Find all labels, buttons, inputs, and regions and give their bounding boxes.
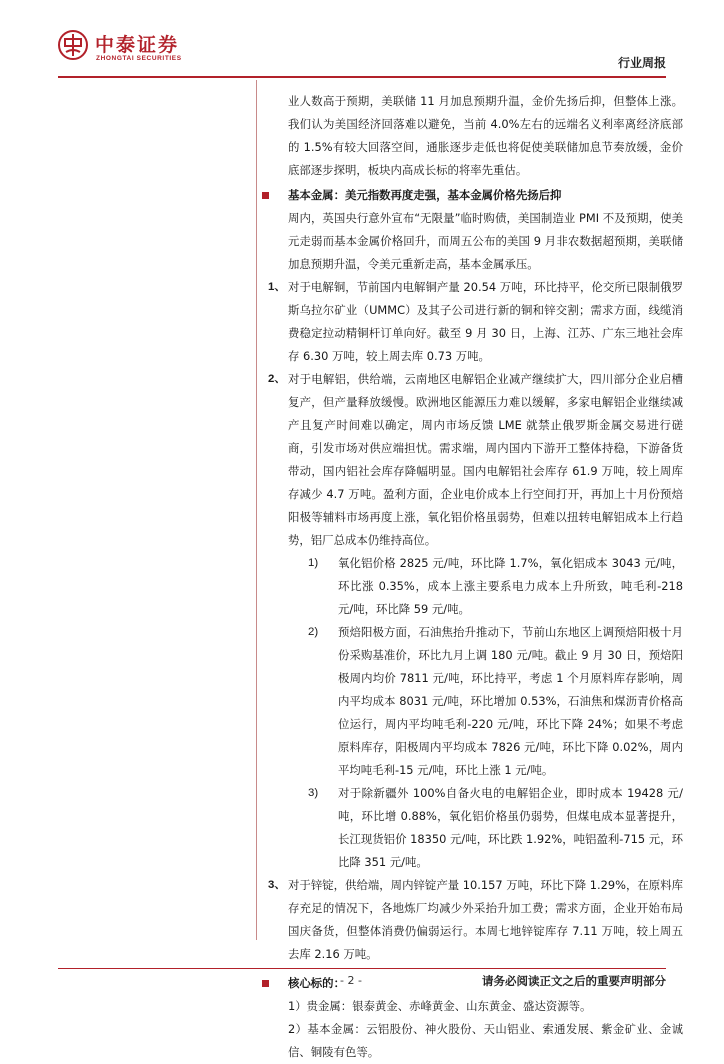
list-item-text: 对于电解铝，供给端，云南地区电解铝企业减产继续扩大，四川部分企业启槽复产，但产量释放缓慢。欧洲地区能源压力难以缓解，多家电解铝企业继续减产且复产时间难以确定，周内市场反馈 LME 就禁止俄罗斯金属交易进行磋商，引发市场对供应端担忧。需求端，周内国内下游开工整体持稳，下游备货带动，国内铝社会库存降幅明显。国内电解铝社会库存 61.9 万吨，较上周库存减少 4.7 万吨。盈利方面，企业电价成本上行空间打开，再加上十月份预焙阳极等辅料市场再度上涨，氧化铝价格虽弱势，但难以扭转电解铝成本上行趋势，铝厂总成本仍维持高位。 bbox=[288, 372, 683, 547]
core-target-item: 1）贵金属：银泰黄金、赤峰黄金、山东黄金、盛达资源等。 bbox=[288, 999, 592, 1013]
left-column-divider bbox=[256, 80, 257, 940]
list-item-text: 对于电解铜，节前国内电解铜产量 20.54 万吨，环比持平，伦交所已限制俄罗斯乌拉尔矿业（UMMC）及其子公司进行新的铜和锌交割；需求方面，线缆消费稳定拉动精铜杆订单向好。截至 9 月 30 日，上海、江苏、广东三地社会库存 6.30 万吨，较上周去库 0.73 万吨。 bbox=[288, 280, 683, 363]
header-divider bbox=[58, 76, 666, 78]
list-item-text: 对于锌锭，供给端，周内锌锭产量 10.157 万吨，环比下降 1.29%，在原料库存充足的情况下，各地炼厂均减少外采抬升加工费；需求方面，企业开始布局国庆备货，但整体消费仍偏弱运行。本周七地锌锭库存 7.11 万吨，较上周五去库 2.16 万吨。 bbox=[288, 878, 683, 961]
disclaimer-notice: 请务必阅读正文之后的重要声明部分 bbox=[482, 974, 666, 988]
sub-list-item-number: 3) bbox=[308, 787, 319, 799]
sub-list-item bbox=[258, 552, 683, 621]
logo-chinese-name: 中泰证券 bbox=[95, 34, 180, 56]
core-targets-heading-text: 核心标的： bbox=[288, 976, 345, 990]
page-header bbox=[0, 0, 724, 82]
report-type-label: 行业周报 bbox=[617, 56, 666, 70]
bullet-square-icon bbox=[262, 980, 269, 987]
sub-list-item-number: 2) bbox=[308, 626, 319, 638]
core-target-item: 2）基本金属：云铝股份、神火股份、天山铝业、索通发展、紫金矿业、金诚信、铜陵有色等。 bbox=[288, 1022, 683, 1059]
sub-list-item-text: 对于除新疆外 100%自备火电的电解铝企业，即时成本 19428 元/吨，环比增 0.88%，氧化铝价格虽仍弱势，但煤电成本显著提升，长江现货铝价 18350 元/吨，环比跌 1.92%，吨铝盈利-715 元，环比降 351 元/吨。 bbox=[338, 786, 683, 869]
sub-list-item-text: 预焙阳极方面，石油焦抬升推动下，节前山东地区上调预焙阳极十月份采购基准价，环比九月上调 180 元/吨。截止 9 月 30 日，预焙阳极周内均价 7811 元/吨，环比持平，考虑 1 个月原料库存影响，周内平均成本 8031 元/吨，环比增加 0.53%，石油焦和煤沥青价格高位运行，周内平均吨毛利-220 元/吨，环比下降 24%；如果不考虑原料库存，阳极周内平均成本 7826 元/吨，环比下降 0.02%，周内平均吨毛利-15 元/吨，环比上涨 1 元/吨。 bbox=[338, 625, 683, 777]
list-item-number: 3、 bbox=[268, 879, 286, 891]
sub-list-item bbox=[258, 782, 683, 874]
sub-list-item-number: 1) bbox=[308, 557, 319, 569]
list-item bbox=[258, 276, 683, 368]
list-item bbox=[258, 368, 683, 552]
list-item-number: 1、 bbox=[268, 281, 286, 293]
bullet-square-icon bbox=[262, 192, 269, 199]
zhongtai-logo-icon bbox=[58, 30, 88, 60]
logo-english-name: ZHONGTAI SECURITIES bbox=[96, 55, 182, 62]
page-number: - 2 - bbox=[340, 974, 362, 987]
intro-paragraph: 业人数高于预期，美联储 11 月加息预期升温，金价先扬后抑，但整体上涨。我们认为美国经济回落难以避免，当前 4.0%左右的远端名义利率离经济底部的 1.5%有较大回落空间，通胀逐步走低也将促使美联储加息节奏放缓，金价底部逐步探明，板块内高成长标的将率先重估。 bbox=[288, 94, 683, 177]
footer-divider bbox=[58, 968, 666, 969]
sub-list-item-text: 氧化铝价格 2825 元/吨，环比降 1.7%，氧化铝成本 3043 元/吨，环比涨 0.35%，成本上涨主要系电力成本上升所致，吨毛利-218 元/吨，环比降 59 元/吨。 bbox=[338, 556, 683, 616]
base-metals-heading bbox=[258, 184, 683, 207]
list-item bbox=[258, 874, 683, 966]
sub-list-item bbox=[258, 621, 683, 782]
base-metals-paragraph: 周内，英国央行意外宣布“无限量”临时购债，美国制造业 PMI 不及预期，使美元走弱而基本金属价格回升，而周五公布的美国 9 月非农数据超预期，美联储加息预期升温，令美元重新走高，基本金属承压。 bbox=[288, 211, 683, 271]
list-item-number: 2、 bbox=[268, 373, 286, 385]
base-metals-heading-text: 基本金属：美元指数再度走强，基本金属价格先扬后抑 bbox=[288, 188, 562, 202]
report-body bbox=[258, 90, 683, 1064]
